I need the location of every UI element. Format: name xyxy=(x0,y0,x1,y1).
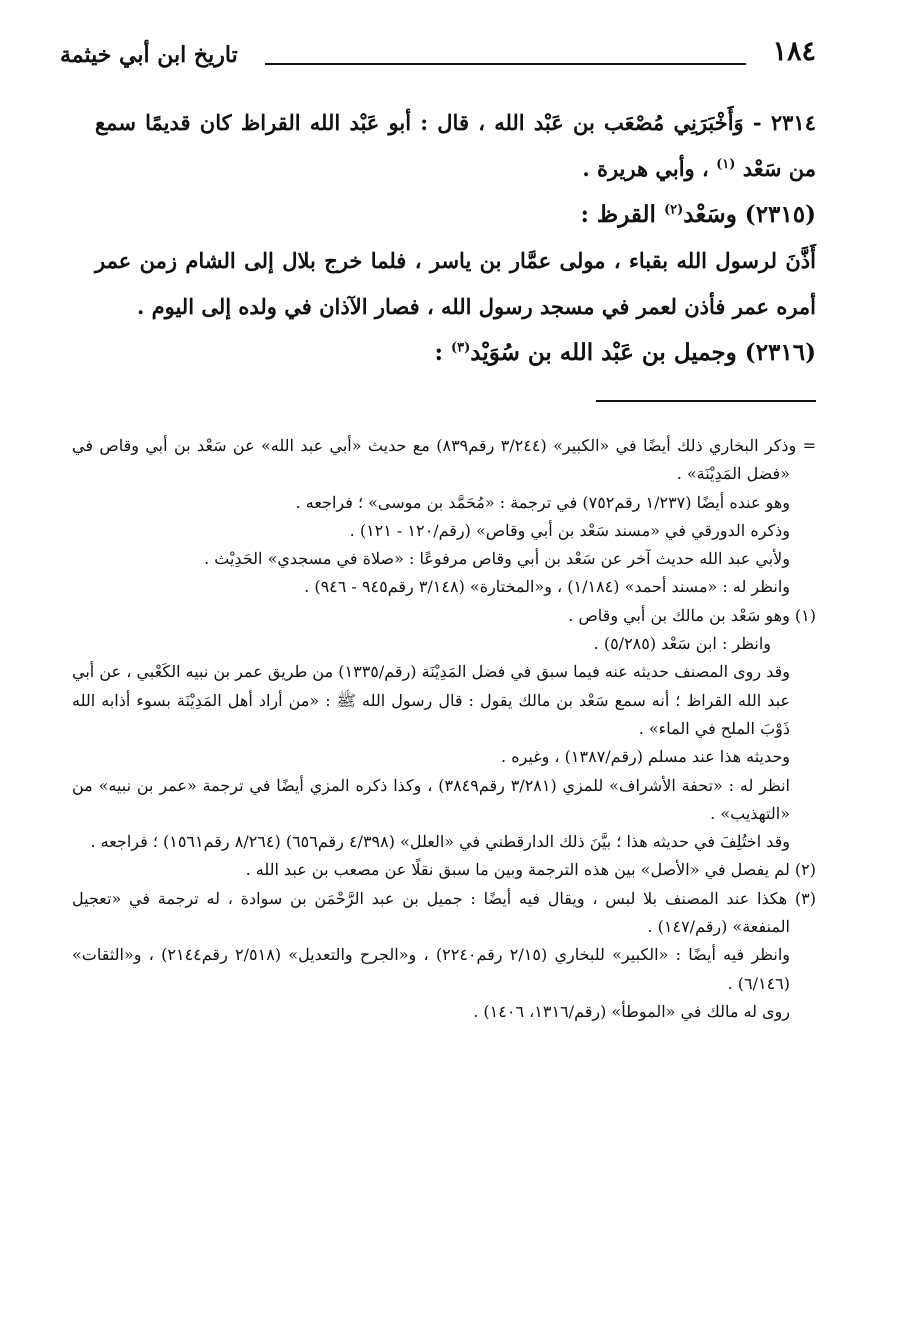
page-number: ١٨٤ xyxy=(772,36,816,67)
entry-2314-text: ٢٣١٤ - وَأَخْبَرَنِي مُصْعَب بن عَبْد الله ، قال : أبو عَبْد الله القراظ كان قديمًا سمع من سَعْد xyxy=(95,110,816,181)
entry-2314-end: ، وأبي هريرة . xyxy=(582,156,709,181)
entry-2315-end: القرظ : xyxy=(580,201,656,228)
header-rule xyxy=(265,63,746,65)
footnote-continued: = وذكر البخاري ذلك أيضًا في «الكبير» (٣/٢٤٤ رقم٨٣٩) مع حديث «أبي عبد الله» عن سَعْد بن أبي وقاص في «فضل المَدِيْنَة» . xyxy=(72,436,817,484)
entry-2315-title: (٢٣١٥) وسَعْد xyxy=(683,201,816,228)
footnote-line: روى له مالك في «الموطأ» (رقم/١٣١٦، ١٤٠٦) . xyxy=(473,1001,790,1021)
footnote-separator xyxy=(596,400,816,402)
footnote-ref-3: (٣) xyxy=(450,340,471,356)
entry-2316-heading xyxy=(95,330,816,376)
footnote-line: وانظر : ابن سَعْد (٥/٢٨٥) . xyxy=(593,634,771,654)
entry-2315-heading xyxy=(95,192,816,238)
entry-2315-text: أَذَّنَ لرسول الله بقباء ، مولى عمَّار بن ياسر ، فلما خرج بلال إلى الشام زمن عمر أمره عمر فأذن لعمر في مسجد رسول الله ، فصار الآذان في ولده إلى اليوم . xyxy=(95,248,816,319)
footnote-ref-1: (١) xyxy=(716,157,736,172)
footnote-2: (٢) لم يفصل في «الأصل» بين هذه الترجمة وبين ما سبق نقلًا عن مصعب بن عبد الله . xyxy=(245,860,816,880)
footnote-line: وقد روى المصنف حديثه عنه فيما سبق في فضل المَدِيْنَة (رقم/١٣٣٥) من طريق عمر بن نبيه الكَعْبي ، عن أبي عبد الله القراظ ؛ أنه سمع سَعْد بن مالك يقول : قال رسول الله ﷺ : «من أراد أهل المَدِيْنَة بسوء أذابه الله ذَوْبَ الملح في الماء» . xyxy=(72,662,790,738)
footnote-3: (٣) هكذا عند المصنف بلا لبس ، ويقال فيه أيضًا : جميل بن عبد الرَّحْمَن بن سوادة ، له ترجمة في «تعجيل المنفعة» (رقم/١٤٧) . xyxy=(72,888,816,937)
entry-2316-title: (٢٣١٦) وجميل بن عَبْد الله بن سُوَيْد xyxy=(470,339,816,366)
footnote-1: (١) وهو سَعْد بن مالك بن أبي وقاص . xyxy=(568,605,816,625)
entry-2314 xyxy=(95,100,816,192)
book-title: تاريخ ابن أبي خيثمة xyxy=(60,42,238,68)
footnotes xyxy=(72,432,816,1026)
entry-2316-end: : xyxy=(434,339,443,366)
footnote-line: انظر له : «تحفة الأشراف» للمزي (٣/٢٨١ رقم٣٨٤٩) ، وكذا ذكره المزي أيضًا في ترجمة «عمر بن نبيه» من «التهذيب» . xyxy=(72,775,791,823)
main-text xyxy=(95,100,816,376)
footnote-line: وحديثه هذا عند مسلم (رقم/١٣٨٧) ، وغيره . xyxy=(501,747,790,767)
footnote-line: وانظر فيه أيضًا : «الكبير» للبخاري (٢/١٥ رقم٢٢٤٠) ، و«الجرح والتعديل» (٢/٥١٨ رقم٢١٤٤) ، و«الثقات» (٦/١٤٦) . xyxy=(72,945,791,993)
footnote-line: وهو عنده أيضًا (١/٢٣٧ رقم٧٥٢) في ترجمة : «مُحَمَّد بن موسى» ؛ فراجعه . xyxy=(295,492,790,512)
page-header xyxy=(60,36,856,76)
footnote-line: ولأبي عبد الله حديث آخر عن سَعْد بن أبي وقاص مرفوعًا : «صلاة في مسجدي» الحَدِيْث . xyxy=(204,549,790,569)
footnote-line: وانظر له : «مسند أحمد» (١/١٨٤) ، و«المختارة» (٣/١٤٨ رقم٩٤٥ - ٩٤٦) . xyxy=(304,577,790,597)
footnote-line: وذكره الدورقي في «مسند سَعْد بن أبي وقاص» (رقم/١٢٠ - ١٢١) . xyxy=(349,520,790,540)
footnote-line: وقد اختُلِفَ في حديثه هذا ؛ بيَّنَ ذلك الدارقطني في «العلل» (٤/٣٩٨ رقم٦٥٦) (٨/٢٦٤ رقم١٥٦١) ؛ فراجعه . xyxy=(90,832,790,852)
footnote-ref-2: (٢) xyxy=(663,202,684,218)
